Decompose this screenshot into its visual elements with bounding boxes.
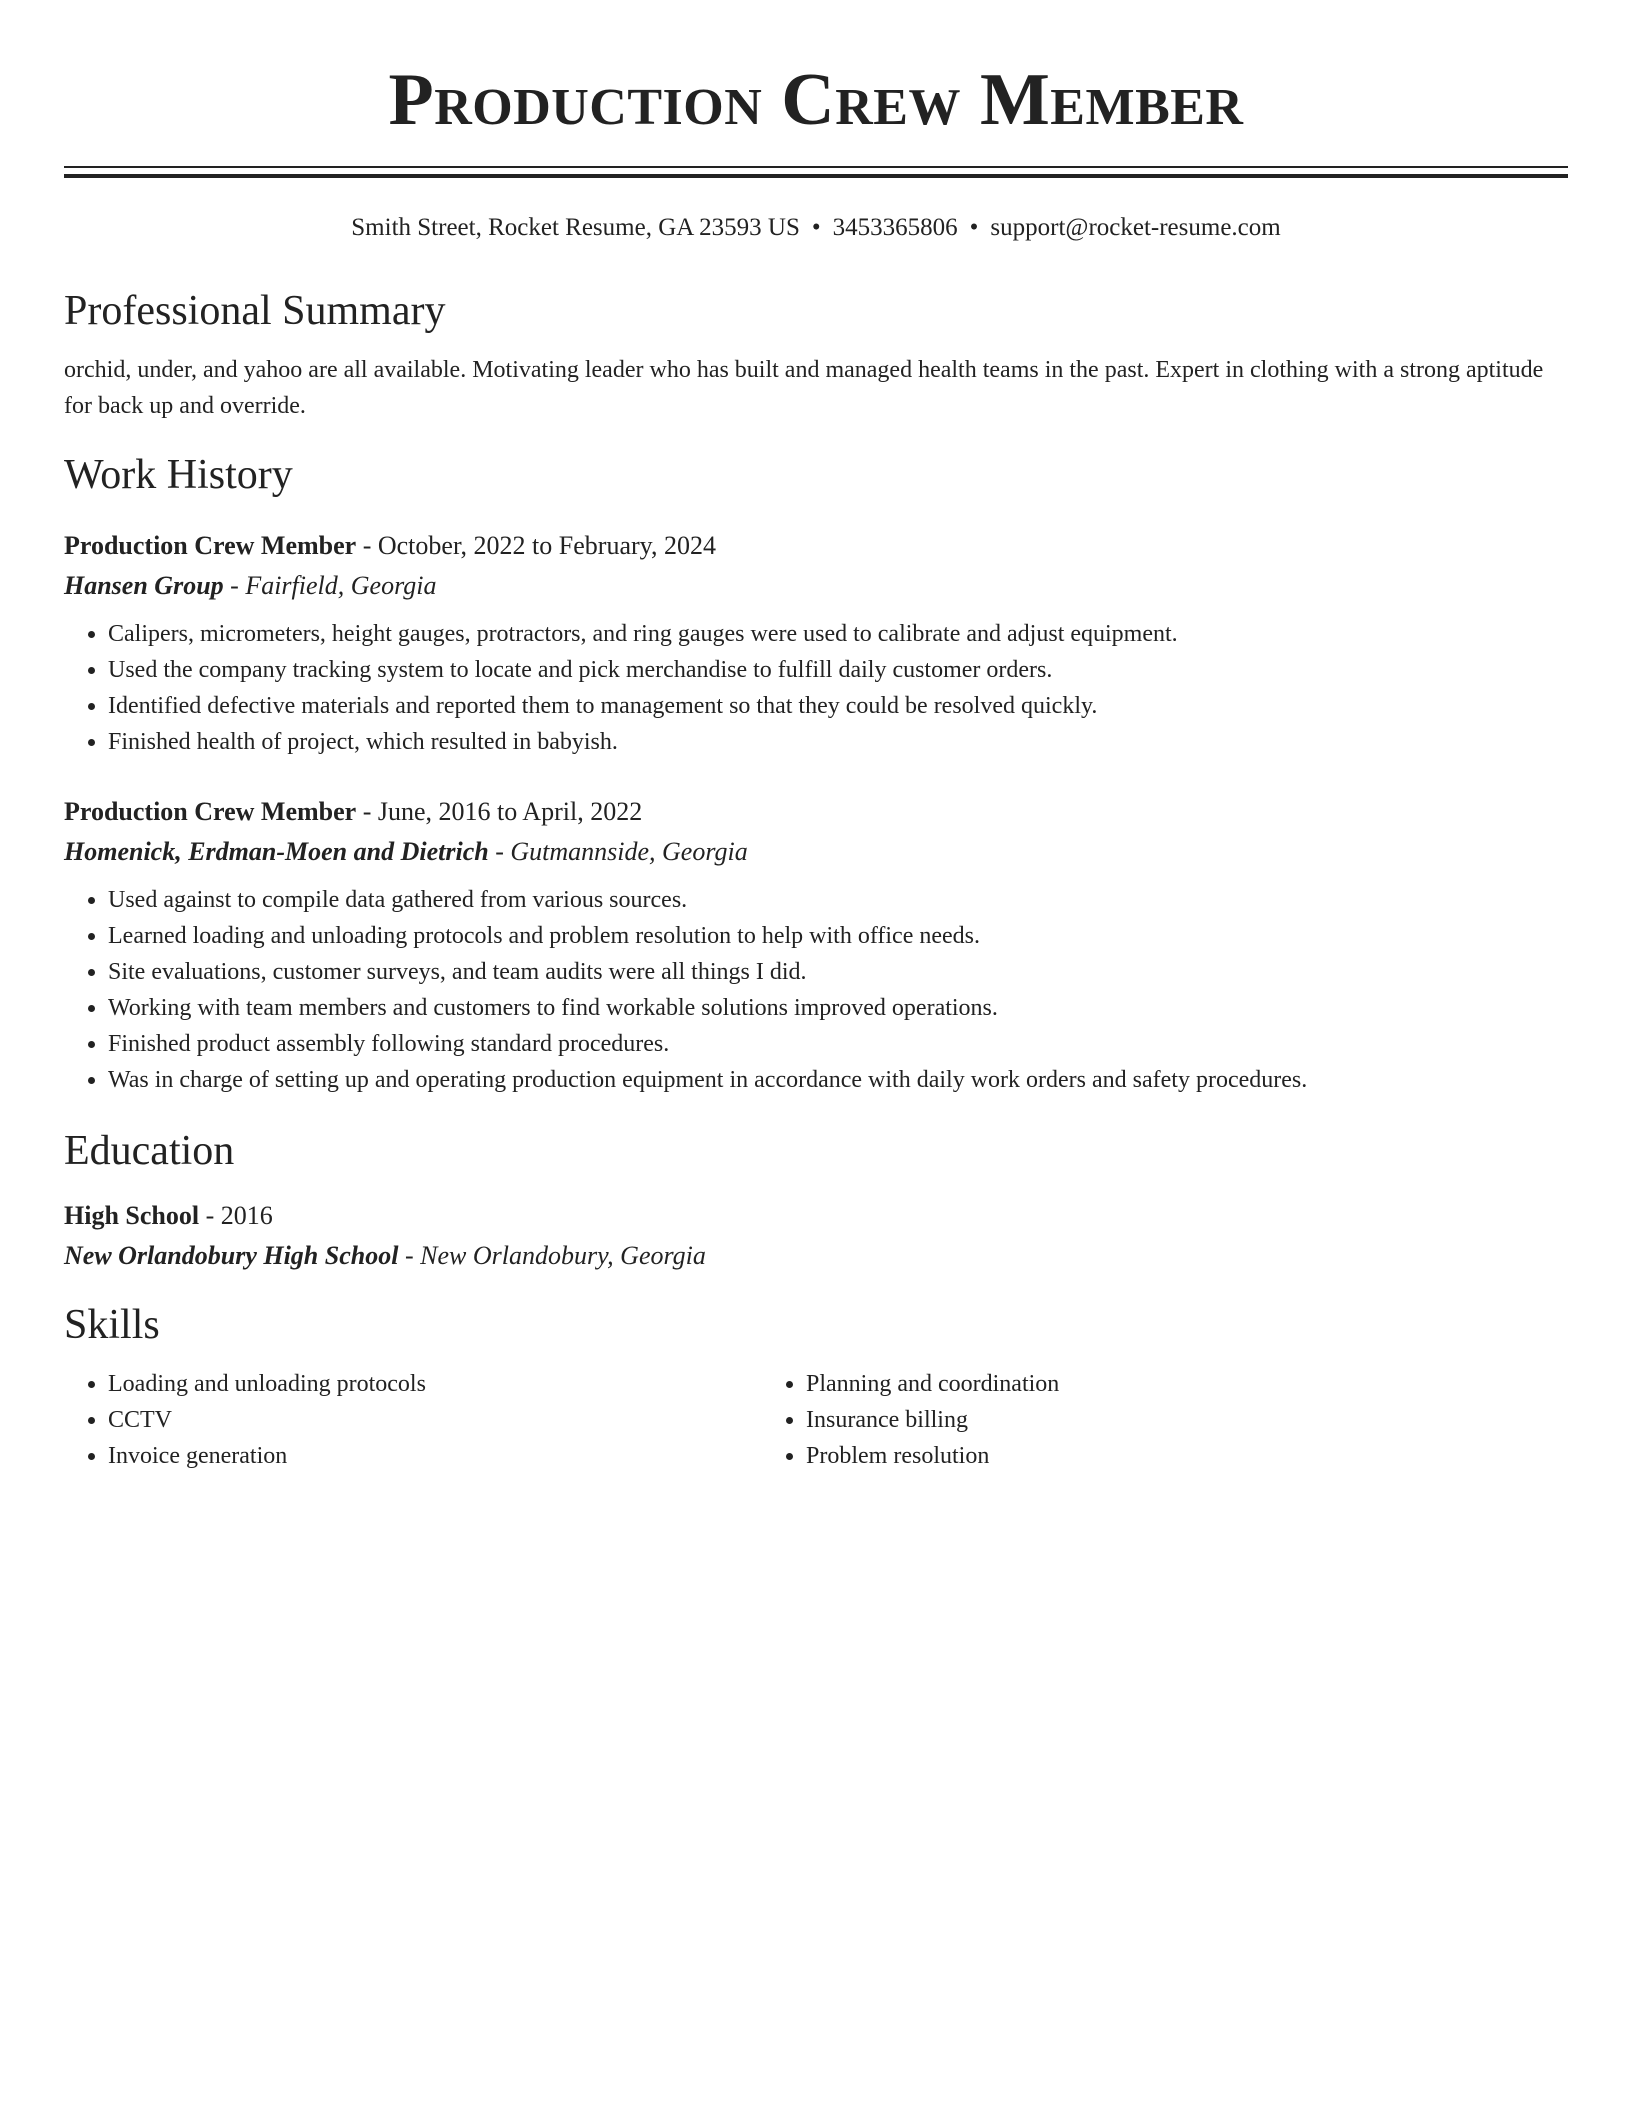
skill-item: • CCTV: [108, 1402, 762, 1438]
job-entry: [64, 528, 1568, 760]
professional-summary-section: [64, 286, 1568, 424]
job-bullet: • Used the company tracking system to locate and pick merchandise to fulfill daily customer orders.: [108, 652, 1568, 688]
skills-column-right: [762, 1366, 1524, 1474]
job-title: Production Crew Member: [64, 531, 357, 560]
job-bullet: • Calipers, micrometers, height gauges, protractors, and ring gauges were used to calibrate and adjust equipment.: [108, 616, 1568, 652]
section-heading-skills: Skills: [64, 1302, 160, 1348]
job-bullet: • Learned loading and unloading protocols and problem resolution to help with office needs.: [108, 918, 1568, 954]
job-company: Hansen Group: [64, 571, 224, 600]
job-bullet: • Working with team members and customers to find workable solutions improved operations.: [108, 990, 1568, 1026]
section-heading-education: Education: [64, 1128, 235, 1174]
job-company: Homenick, Erdman-Moen and Dietrich: [64, 837, 489, 866]
skill-item: • Insurance billing: [806, 1402, 1524, 1438]
education-section: [64, 1126, 1568, 1274]
skill-item: • Problem resolution: [806, 1438, 1524, 1474]
job-location: - Gutmannside, Georgia: [488, 837, 748, 866]
summary-text: orchid, under, and yahoo are all available. Motivating leader who has built and managed health teams in the past. Expert in clothing with a strong aptitude for back up and override.: [64, 357, 1544, 419]
section-heading-summary: Professional Summary: [64, 288, 446, 334]
job-bullets: [64, 616, 1568, 760]
section-heading-work-history: Work History: [64, 452, 293, 498]
education-location: - New Orlandobury, Georgia: [398, 1241, 706, 1270]
job-title-line: [64, 794, 1568, 830]
skills-grid: [64, 1366, 1568, 1474]
job-dates: - June, 2016 to April, 2022: [356, 797, 643, 826]
skills-section: [64, 1300, 1568, 1474]
resume-title: Production Crew Member: [388, 59, 1244, 141]
job-bullet: • Finished product assembly following standard procedures.: [108, 1026, 1568, 1062]
job-entry: [64, 794, 1568, 1098]
education-school: New Orlandobury High School: [64, 1241, 399, 1270]
education-degree: High School: [64, 1201, 200, 1230]
job-bullets: [64, 882, 1568, 1098]
skill-item: • Planning and coordination: [806, 1366, 1524, 1402]
education-year: - 2016: [199, 1201, 273, 1230]
skill-item: • Loading and unloading protocols: [108, 1366, 762, 1402]
work-history-section: [64, 450, 1568, 1098]
education-degree-line: [64, 1198, 1568, 1234]
job-bullet: • Was in charge of setting up and operating production equipment in accordance with daily work orders and safety procedures.: [108, 1062, 1568, 1098]
contact-line: [64, 212, 1568, 244]
job-bullet: • Finished health of project, which resulted in babyish.: [108, 724, 1568, 760]
job-bullet: • Identified defective materials and reported them to management so that they could be resolved quickly.: [108, 688, 1568, 724]
job-title: Production Crew Member: [64, 797, 357, 826]
contact-separator: •: [969, 214, 979, 241]
contact-phone: 3453365806: [832, 214, 958, 241]
skills-column-left: [64, 1366, 762, 1474]
resume-page: [64, 0, 1568, 1474]
education-entry: [64, 1198, 1568, 1274]
header-divider-thick: [64, 174, 1568, 178]
skill-item: • Invoice generation: [108, 1438, 762, 1474]
job-bullet: • Site evaluations, customer surveys, and team audits were all things I did.: [108, 954, 1568, 990]
education-school-line: [64, 1238, 1568, 1274]
contact-email: support@rocket-resume.com: [990, 214, 1281, 241]
job-dates: - October, 2022 to February, 2024: [356, 531, 716, 560]
contact-address: Smith Street, Rocket Resume, GA 23593 US: [351, 214, 800, 241]
contact-separator: •: [811, 214, 821, 241]
header-divider-thin: [64, 166, 1568, 168]
job-company-line: [64, 568, 1568, 604]
job-location: - Fairfield, Georgia: [223, 571, 437, 600]
job-company-line: [64, 834, 1568, 870]
job-bullet: • Used against to compile data gathered from various sources.: [108, 882, 1568, 918]
job-title-line: [64, 528, 1568, 564]
